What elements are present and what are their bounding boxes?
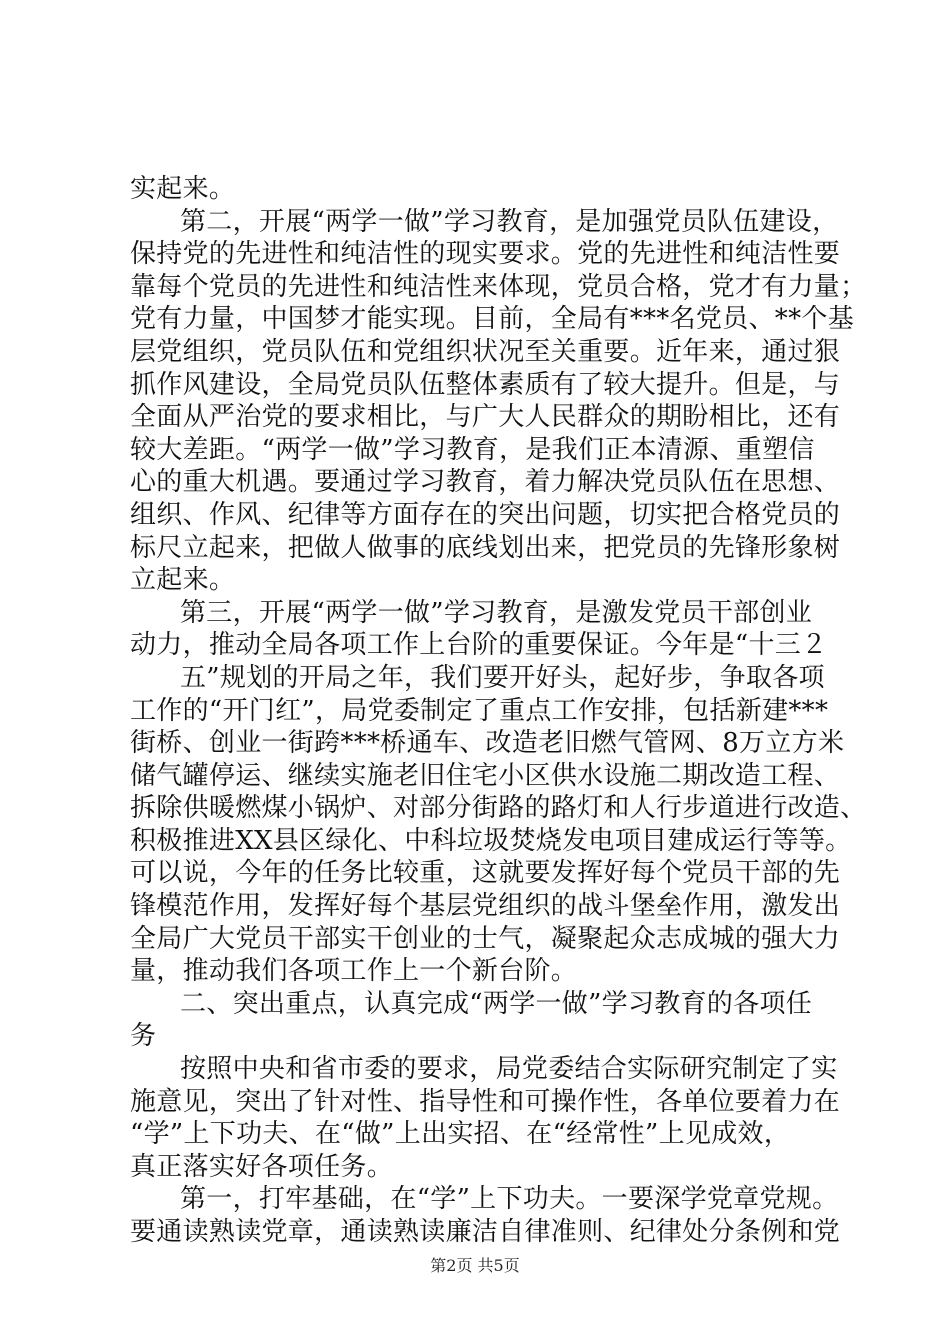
text-line: 较大差距。“两学一做”学习教育，是我们正本清源、重塑信 (130, 434, 815, 465)
text-line: 抓作风建设，全局党员队伍整体素质有了较大提升。但是，与 (130, 369, 841, 400)
text-line: 第三，开展“两学一做”学习教育，是激发党员干部创业 (180, 597, 813, 628)
text-line: 层党组织，党员队伍和党组织状况至关重要。近年来，通过狠 (130, 336, 841, 367)
section-heading: 二、突出重点，认真完成“两学一做”学习教育的各项任 (180, 988, 813, 1019)
text-line: 街桥、创业一街跨***桥通车、改造老旧燃气管网、8万立方米 (130, 728, 845, 759)
text-line: 心的重大机遇。要通过学习教育，着力解决党员队伍在思想、 (130, 467, 841, 498)
page-number-footer: 第2页 共5页 (430, 1256, 520, 1275)
text-line: 全面从严治党的要求相比，与广大人民群众的期盼相比，还有 (130, 402, 841, 433)
text-line: 第二，开展“两学一做”学习教育，是加强党员队伍建设， (180, 206, 839, 237)
text-line: 立起来。 (130, 565, 236, 596)
text-line: 真正落实好各项任务。 (130, 1151, 394, 1182)
text-line: 组织、作风、纪律等方面存在的突出问题，切实把合格党员的 (130, 499, 841, 530)
text-line: 党有力量，中国梦才能实现。目前，全局有***名党员、**个基 (130, 304, 855, 335)
text-line: 工作的“开门红”，局党委制定了重点工作安排，包括新建*** (130, 695, 829, 726)
text-line: 锋模范作用，发挥好每个基层党组织的战斗堡垒作用，激发出 (130, 891, 841, 922)
text-line: 实起来。 (130, 174, 236, 204)
text-line: 要通读熟读党章，通读熟读廉洁自律准则、纪律处分条例和党 (130, 1217, 841, 1247)
text-line: 拆除供暖燃煤小锅炉、对部分街路的路灯和人行步道进行改造、 (130, 793, 867, 824)
text-line: “学”上下功夫、在“做”上出实招、在“经常性”上见成效， (130, 1119, 791, 1150)
section-heading: 务 (130, 1021, 157, 1052)
text-line: 储气罐停运、继续实施老旧住宅小区供水设施二期改造工程、 (130, 760, 841, 791)
text-line: 靠每个党员的先进性和纯洁性来体现，党员合格，党才有力量； (130, 271, 867, 302)
text-line: 可以说，今年的任务比较重，这就要发挥好每个党员干部的先 (130, 858, 841, 889)
text-line: 施意见，突出了针对性、指导性和可操作性，各单位要着力在 (130, 1086, 841, 1117)
text-line: 第一，打牢基础，在“学”上下功夫。一要深学党章党规。 (180, 1184, 839, 1215)
text-line: 按照中央和省市委的要求，局党委结合实际研究制定了实 (180, 1054, 838, 1085)
text-line: 保持党的先进性和纯洁性的现实要求。党的先进性和纯洁性要 (130, 239, 841, 270)
text-line: 积极推进XX县区绿化、中科垃圾焚烧发电项目建成运行等等。 (130, 825, 852, 856)
text-line: 五”规划的开局之年，我们要开好头，起好步，争取各项 (180, 662, 825, 693)
text-line: 量，推动我们各项工作上一个新台阶。 (130, 956, 578, 987)
text-line: 动力，推动全局各项工作上台阶的重要保证。今年是“十三２ (130, 630, 828, 661)
text-line: 标尺立起来，把做人做事的底线划出来，把党员的先锋形象树 (130, 532, 841, 563)
text-line: 全局广大党员干部实干创业的士气，凝聚起众志成城的强大力 (130, 923, 841, 954)
